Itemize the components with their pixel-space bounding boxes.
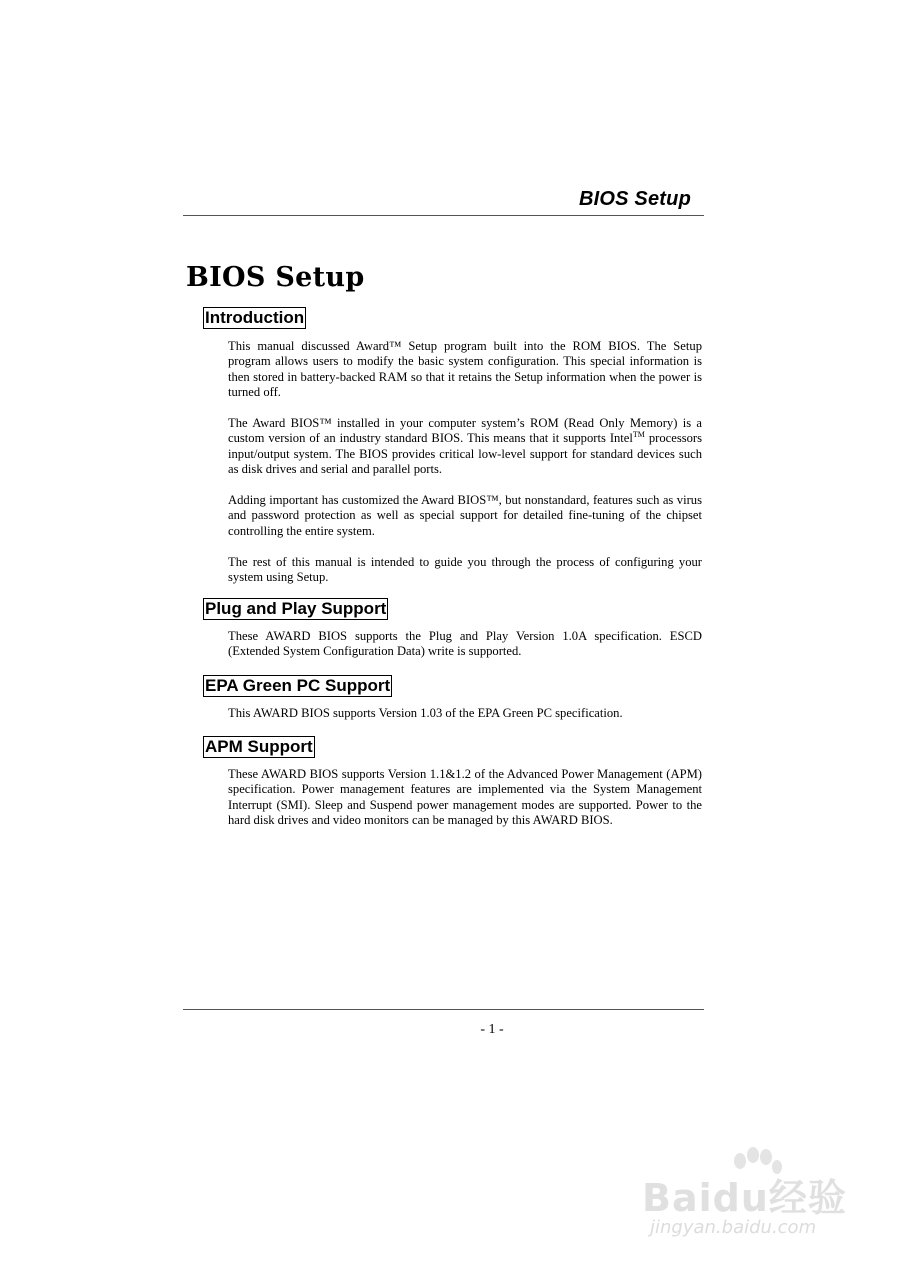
introduction-paragraph-3: Adding important has customized the Award BIOS™, but nonstandard, features such as virus and password protection as well as special support for detailed fine-tuning of the chipset controlling the entire system.	[228, 493, 702, 538]
epa-green-body	[228, 706, 702, 721]
footer-rule	[183, 1009, 704, 1010]
watermark-url: jingyan.baidu.com	[650, 1217, 817, 1238]
section-heading-plug-and-play: Plug and Play Support	[205, 599, 387, 618]
introduction-body	[228, 339, 702, 585]
watermark-brand: Baidu经验	[642, 1176, 847, 1220]
header-rule	[183, 215, 704, 216]
introduction-paragraph-1: This manual discussed Award™ Setup program built into the ROM BIOS. The Setup program allows users to modify the basic system configuration. This special information is then stored in battery-backed RAM so that it retains the Setup information when the power is turned off.	[228, 339, 702, 400]
baidu-watermark	[642, 1147, 852, 1247]
apm-body	[228, 767, 702, 829]
section-heading-introduction: Introduction	[205, 308, 305, 327]
intel-text-cont: processors input/output system. The BIOS provides critical low-level support for standard devices such as disk drives and serial and parallel ports.	[228, 431, 703, 477]
running-header-title: BIOS Setup	[578, 188, 691, 210]
section-heading-epa-green: EPA Green PC Support	[205, 676, 391, 695]
introduction-paragraph-2	[228, 416, 702, 478]
intel-text: The Award BIOS™ installed in your computer system’s ROM (Read Only Memory) is a custom version of an industry standard BIOS. This means that it supports Intel	[228, 416, 702, 446]
epa-green-paragraph: This AWARD BIOS supports Version 1.03 of the EPA Green PC specification.	[228, 706, 623, 720]
introduction-paragraph-4: The rest of this manual is intended to guide you through the process of configuring your system using Setup.	[228, 554, 702, 585]
page-number: - 1 -	[480, 1022, 504, 1037]
apm-paragraph: These AWARD BIOS supports Version 1.1&1.2 of the Advanced Power Management (APM) specification. Power management features are implemented via the System Management Interrupt (SMI). Sleep and Suspend power management modes are supported. Power to the hard disk drives and video monitors can be managed by this AWARD BIOS.	[228, 767, 702, 828]
page-title: BIOS Setup	[186, 262, 365, 293]
section-heading-apm: APM Support	[205, 737, 313, 756]
trademark-superscript: TM	[632, 430, 645, 440]
plug-and-play-paragraph: These AWARD BIOS supports the Plug and Play Version 1.0A specification. ESCD (Extended System Configuration Data) write is supported.	[228, 629, 702, 659]
plug-and-play-body	[228, 629, 702, 660]
